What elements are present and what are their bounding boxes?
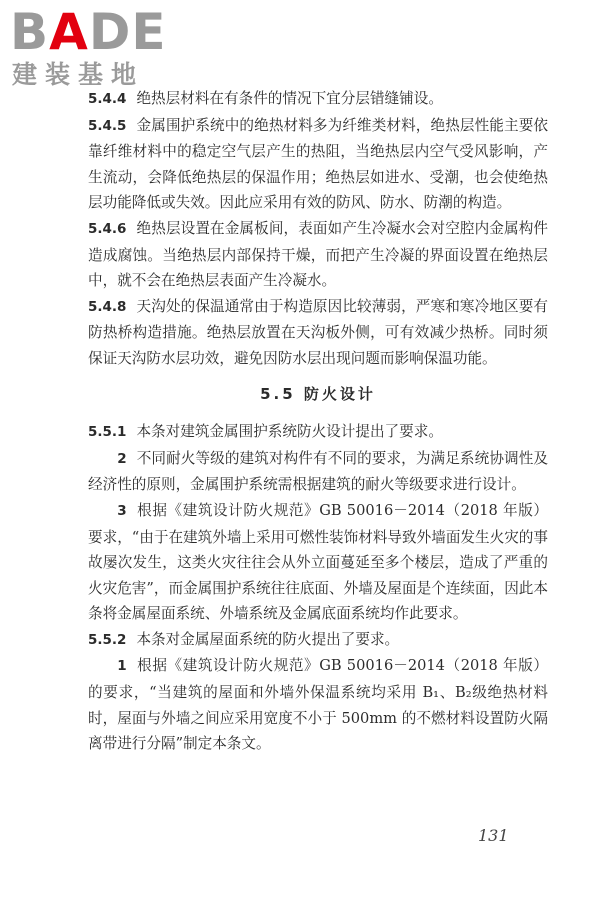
- clause-text: 本条对建筑金属围护系统防火设计提出了要求。: [136, 423, 443, 441]
- logo-subtitle: 建装基地: [12, 60, 145, 89]
- item-text: 不同耐火等级的建筑对构件有不同的要求，为满足系统协调性及经济性的原则，金属围护系统需根据建筑的耐火等级要求进行设计。: [88, 449, 548, 494]
- item-number: 2: [117, 450, 127, 467]
- item-text: 根据《建筑设计防火规范》GB 50016－2014（2018 年版）的要求，“当建筑的屋面和外墙外保温系统均采用 B₁、B₂级绝热材料时，屋面与外墙之间应采用宽度不小于 500mm 的不燃材料设置防火隔离带进行分隔”制定本条文。: [88, 657, 548, 753]
- clause-5-5-1-item-3: [88, 498, 548, 627]
- clause-text: 金属围护系统中的绝热材料多为纤维类材料，绝热层性能主要依靠纤维材料中的稳定空气层产生的热阻，当绝热层内空气受风影响，产生流动，会降低绝热层的保温作用；绝热层如进水、受潮，也会使绝热层功能降低或失效。因此应采用有效的防风、防水、防潮的构造。: [88, 116, 548, 212]
- section-title: 5.5 防火设计: [260, 384, 376, 403]
- clause-5-5-2: [88, 627, 548, 654]
- clause-number: 5.5.2: [88, 631, 127, 648]
- clause-number: 5.4.6: [88, 220, 127, 237]
- clause-5-5-1: [88, 419, 548, 446]
- item-text: 根据《建筑设计防火规范》GB 50016－2014（2018 年版）要求，“由于在建筑外墙上采用可燃性装饰材料导致外墙面发生火灾的事故屡次发生，这类火灾往往会从外立面蔓延至多个楼层，造成了严重的火灾危害”，而金属围护系统往往底面、外墙及屋面是个连续面，因此本条将金属屋面系统、外墙系统及金属底面系统均作此要求。: [88, 501, 548, 623]
- clause-number: 5.4.8: [88, 298, 127, 315]
- clause-5-4-5: [88, 113, 548, 216]
- bade-logo: [10, 4, 180, 92]
- clause-5-5-1-item-2: [88, 446, 548, 498]
- clause-number: 5.5.1: [88, 424, 127, 441]
- item-number: 3: [117, 502, 127, 519]
- clause-5-5-2-item-1: [88, 653, 548, 756]
- logo-wordmark: BADE: [10, 3, 167, 61]
- document-body: [88, 86, 548, 757]
- clause-text: 天沟处的保温通常由于构造原因比较薄弱，严寒和寒冷地区要有防热桥构造措施。绝热层放置在天沟板外侧，可有效减少热桥。同时须保证天沟防水层功效，避免因防水层出现问题而影响保温功能。: [88, 297, 548, 367]
- clause-number: 5.4.5: [88, 117, 127, 134]
- clause-number: 5.4.4: [88, 91, 127, 107]
- clause-5-4-4: [88, 86, 548, 113]
- clause-text: 绝热层材料在有条件的情况下宜分层错缝铺设。: [136, 90, 443, 107]
- page-number: 131: [478, 826, 509, 845]
- clause-text: 本条对金属屋面系统的防火提出了要求。: [136, 630, 400, 648]
- clause-text: 绝热层设置在金属板间，表面如产生冷凝水会对空腔内金属构件造成腐蚀。当绝热层内部保持干燥，而把产生冷凝的界面设置在绝热层中，就不会在绝热层表面产生冷凝水。: [88, 219, 548, 290]
- item-number: 1: [117, 658, 127, 675]
- clause-5-4-8: [88, 294, 548, 372]
- clause-5-4-6: [88, 216, 548, 294]
